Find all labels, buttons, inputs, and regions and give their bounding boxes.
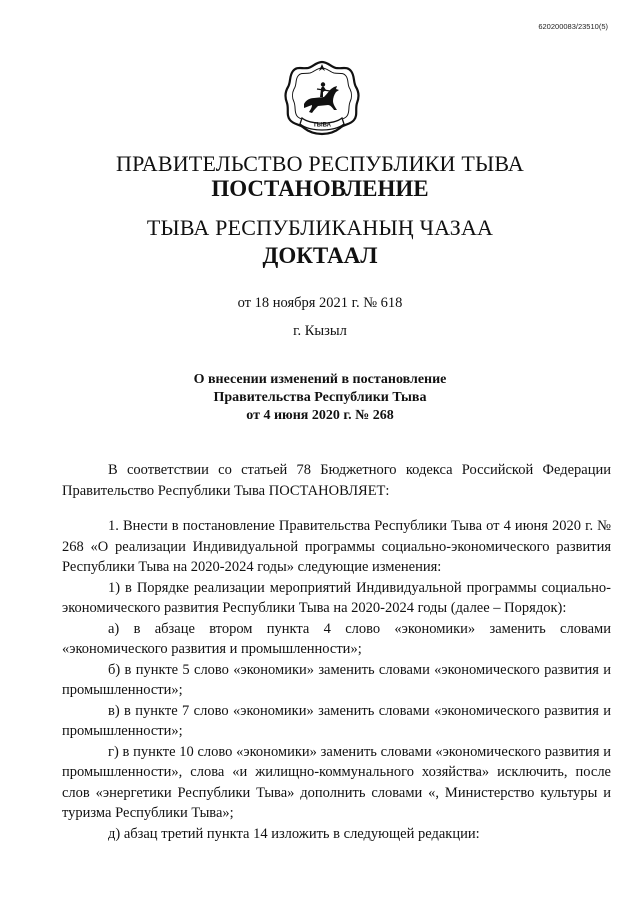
government-name-ru: ПРАВИТЕЛЬСТВО РЕСПУБЛИКИ ТЫВА bbox=[116, 151, 524, 176]
document-code: 620200083/23510(5) bbox=[538, 22, 608, 31]
body-paragraph: б) в пункте 5 слово «экономики» заменить словами «экономического развития и промышленности»; bbox=[62, 661, 611, 698]
body-paragraph: в) в пункте 7 слово «экономики» заменить словами «экономического развития и промышленности»; bbox=[62, 702, 611, 739]
body-paragraph: 1. Внести в постановление Правительства Республики Тыва от 4 июня 2020 г. № 268 «О реализации Индивидуальной программы социально-экономического развития Республики Тыва на 2020-2024 годы» следующие изменения: bbox=[62, 518, 611, 575]
subject-line: от 4 июня 2020 г. № 268 bbox=[246, 408, 394, 423]
tyva-emblem-icon bbox=[284, 60, 360, 144]
subject-line: Правительства Республики Тыва bbox=[213, 390, 427, 405]
preamble bbox=[62, 460, 611, 501]
document-title-tv: ДОКТААЛ bbox=[262, 243, 378, 268]
subject-line: О внесении изменений в постановление bbox=[193, 372, 447, 387]
body-paragraph: 1) в Порядке реализации мероприятий Индивидуальной программы социально-экономического развития Республики Тыва на 2020-2024 годы (далее – Порядок): bbox=[62, 579, 611, 616]
document-date: от 18 ноября 2021 г. № 618 bbox=[237, 295, 403, 311]
document-body bbox=[62, 516, 611, 844]
government-name-tv: ТЫВА РЕСПУБЛИКАНЫҢ ЧАЗАА bbox=[146, 215, 494, 240]
document-subject bbox=[0, 371, 640, 425]
document-title-ru: ПОСТАНОВЛЕНИЕ bbox=[211, 176, 429, 201]
emblem-ribbon-text: ТЫВА bbox=[313, 122, 331, 129]
document-city: г. Кызыл bbox=[293, 323, 347, 339]
body-paragraph: а) в абзаце втором пункта 4 слово «экономики» заменить словами «экономического развития и промышленности»; bbox=[62, 620, 611, 657]
body-paragraph: д) абзац третий пункта 14 изложить в следующей редакции: bbox=[108, 825, 480, 842]
body-paragraph: г) в пункте 10 слово «экономики» заменить словами «экономического развития и промышленности», слова «и жилищно-коммунального хозяйства» исключить, после слов «энергетики Республики Тыва» дополнить словами «, Министерство культуры и туризма Республики Тыва»; bbox=[62, 743, 611, 821]
preamble-paragraph: В соответствии со статьей 78 Бюджетного кодекса Российской Федерации Правительство Республики Тыва ПОСТАНОВЛЯЕТ: bbox=[62, 462, 611, 499]
